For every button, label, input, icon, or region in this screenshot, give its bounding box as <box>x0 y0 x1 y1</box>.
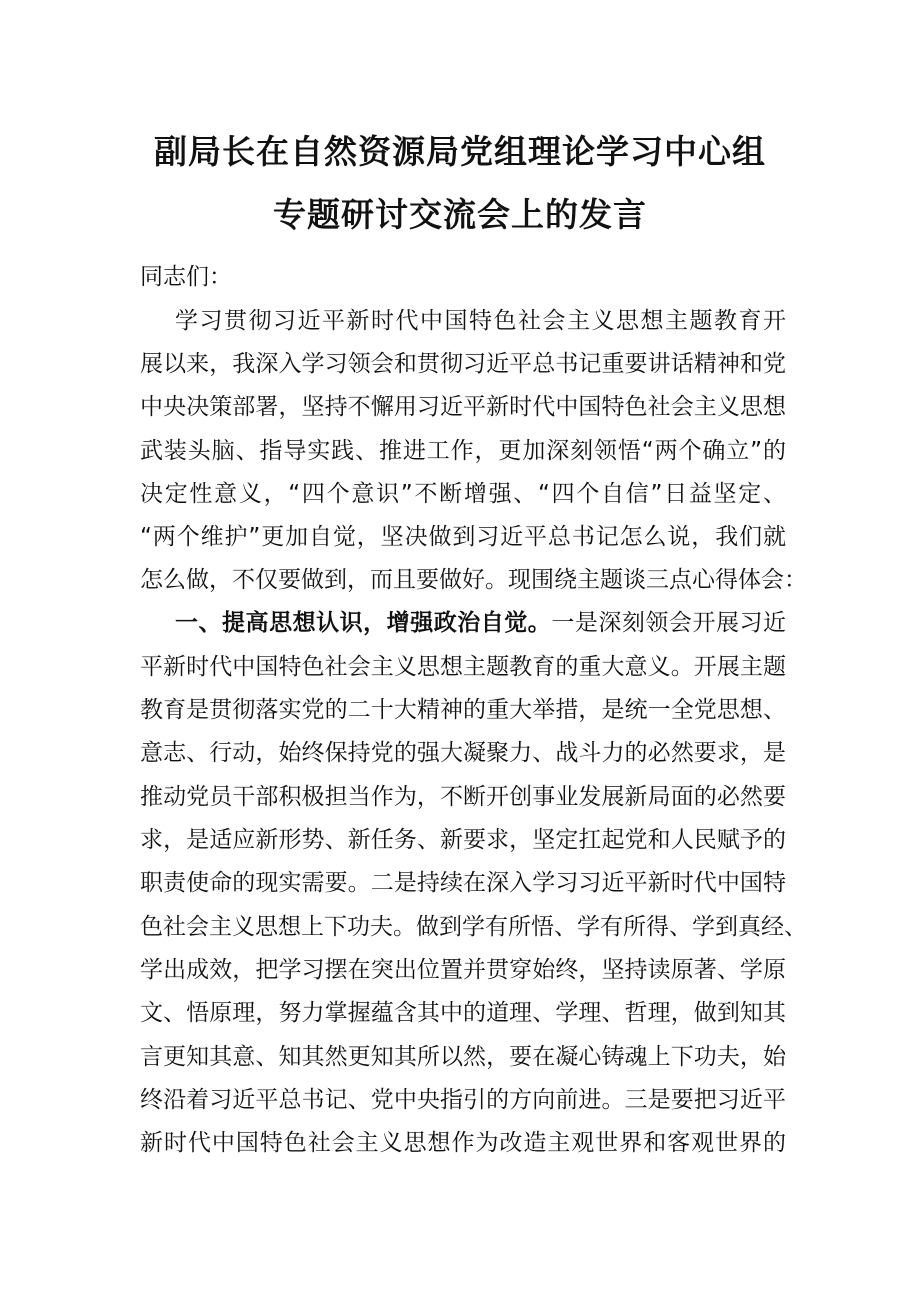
paragraph-line: 学出成效，把学习摆在突出位置并贯穿始终，坚持读原著、学原 <box>140 957 786 983</box>
paragraph-line: 平新时代中国特色社会主义思想主题教育的重大意义。开展主题 <box>140 654 786 680</box>
paragraph-line: 新时代中国特色社会主义思想作为改造主观世界和客观世界的 <box>140 1130 786 1156</box>
document-title-line-2: 专题研讨交流会上的发言 <box>273 195 647 234</box>
paragraph-line: 文、悟原理，努力掌握蕴含其中的道理、学理、哲理，做到知其 <box>140 1000 786 1026</box>
paragraph-line: 意志、行动，始终保持党的强大凝聚力、战斗力的必然要求，是 <box>140 740 786 766</box>
paragraph-line: 展以来，我深入学习领会和贯彻习近平总书记重要讲话精神和党 <box>140 351 786 377</box>
paragraph-line: 决定性意义，“四个意识”不断增强、“四个自信”日益坚定、 <box>140 481 786 507</box>
paragraph-line: 色社会主义思想上下功夫。做到学有所悟、学有所得、学到真经、 <box>140 914 807 940</box>
paragraph-line: 推动党员干部积极担当作为，不断开创事业发展新局面的必然要 <box>140 784 786 810</box>
section-heading-line <box>175 608 786 638</box>
paragraph-line: 怎么做，不仅要做到，而且要做好。现围绕主题谈三点心得体会： <box>140 567 807 593</box>
section-text: 一是深刻领会开展习近 <box>551 610 787 636</box>
paragraph-line: “两个维护”更加自觉，坚决做到习近平总书记怎么说，我们就 <box>140 524 786 550</box>
salutation: 同志们： <box>140 264 232 290</box>
paragraph-line: 学习贯彻习近平新时代中国特色社会主义思想主题教育开 <box>175 308 786 334</box>
paragraph-line: 职责使命的现实需要。二是持续在深入学习习近平新时代中国特 <box>140 870 786 896</box>
paragraph-line: 终沿着习近平总书记、党中央指引的方向前进。三是要把习近平 <box>140 1087 786 1113</box>
paragraph-line: 中央决策部署，坚持不懈用习近平新时代中国特色社会主义思想 <box>140 394 786 420</box>
paragraph-line: 武装头脑、指导实践、推进工作，更加深刻领悟“两个确立”的 <box>140 438 786 464</box>
paragraph-line: 教育是贯彻落实党的二十大精神的重大举措，是统一全党思想、 <box>140 697 786 723</box>
paragraph-line: 求，是适应新形势、新任务、新要求，坚定扛起党和人民赋予的 <box>140 827 786 853</box>
document-title-line-1: 副局长在自然资源局党组理论学习中心组 <box>154 132 766 171</box>
section-heading: 一、提高思想认识，增强政治自觉。 <box>175 610 552 636</box>
paragraph-line: 言更知其意、知其然更知其所以然，要在凝心铸魂上下功夫，始 <box>140 1044 786 1070</box>
